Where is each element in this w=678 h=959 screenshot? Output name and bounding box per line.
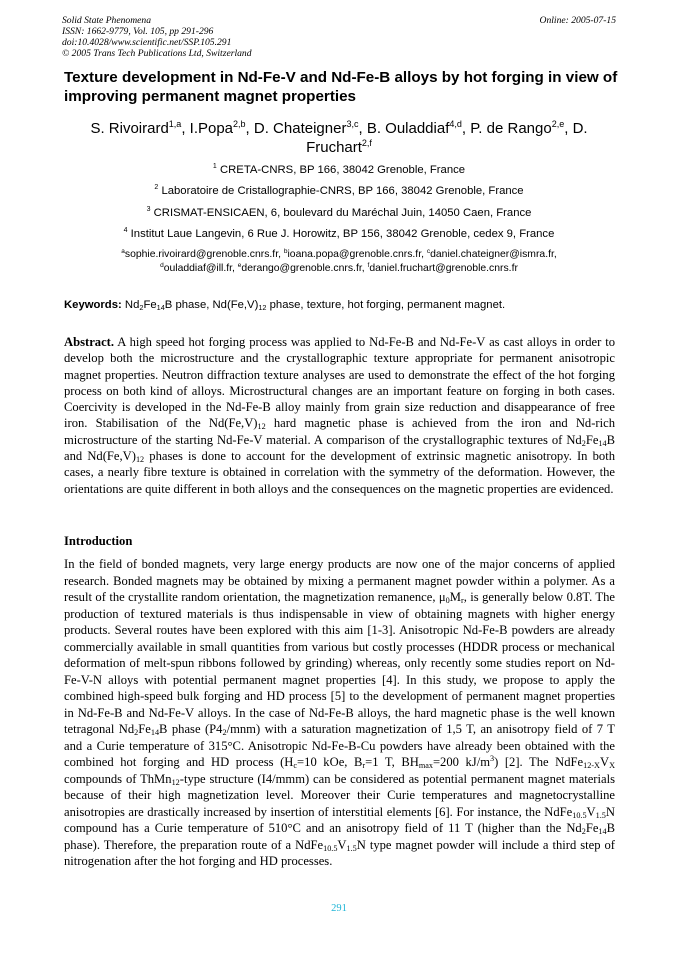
- email-link[interactable]: ouladdiaf@ill.fr: [163, 263, 233, 274]
- email-key: a: [121, 248, 125, 255]
- affiliation-text: CRETA-CNRS, BP 166, 38042 Grenoble, France: [219, 164, 466, 176]
- author-sup: 2,e: [551, 119, 565, 129]
- author-name: P. de Rango: [470, 120, 552, 137]
- affiliation-num: 1: [212, 163, 217, 170]
- keywords-text: $Nd_2Fe_{14}B$ phase, $Nd(Fe,V)_{12}$ phase, texture, hot forging, permanent magnet.: [124, 299, 506, 312]
- email-link[interactable]: daniel.chateigner@ismra.fr: [430, 249, 554, 260]
- author-sup: 3,c: [346, 119, 359, 129]
- email-key: f: [367, 262, 370, 269]
- journal-doi: doi:10.4028/www.scientific.net/SSP.105.291: [62, 37, 232, 48]
- email-key: c: [426, 248, 431, 255]
- email-link[interactable]: daniel.fruchart@grenoble.cnrs.fr: [369, 263, 518, 274]
- affiliation-num: 2: [154, 184, 159, 191]
- journal-issn: ISSN: 1662-9779, Vol. 105, pp 291-296: [62, 26, 214, 37]
- affiliation-text: Institut Laue Langevin, 6 Rue J. Horowitz, BP 156, 38042 Grenoble, cedex 9, France: [130, 228, 555, 240]
- page-number: 291: [331, 903, 347, 914]
- affiliation: [58, 184, 620, 198]
- affiliation-num: 4: [123, 227, 128, 234]
- author-name: D. Fruchart: [306, 120, 588, 156]
- email-key: d: [160, 262, 164, 269]
- author-name: I.Popa: [189, 120, 234, 137]
- author-name: S. Rivoirard: [90, 120, 169, 137]
- affiliation-text: CRISMAT-ENSICAEN, 6, boulevard du Maréchal Juin, 14050 Caen, France: [153, 207, 532, 219]
- journal-name: Solid State Phenomena: [62, 15, 151, 26]
- affiliation: [58, 206, 620, 220]
- abstract: [64, 334, 615, 497]
- section-heading: Introduction: [64, 534, 133, 548]
- keywords-label: Keywords:: [64, 299, 122, 311]
- email-key: b: [283, 248, 288, 255]
- online-date: Online: 2005-07-15: [539, 15, 616, 26]
- abstract-text: A high speed hot forging process was applied to Nd-Fe-B and Nd-Fe-V as cast alloys in order to develop both the microstructure and the crystallographic texture appropriate for permanent anisotropic magnet properties. Neutron diffraction texture analyses are used to demonstrate the effect of the hot forging process on both kind of alloys. Microstructural changes are an important feature on forging in both cases. Coercivity is developed in the Nd-Fe-B alloy mainly from grain size reduction and disappearance of free iron. Stabilisation of the $Nd(Fe,V)_{12}$ hard magnetic phase is achieved from the iron and Nd-rich microstructure of the starting Nd-Fe-V material. A comparison of the crystallographic textures of $Nd_2Fe_{14}B$ and $Nd(Fe,V)_{12}$ phases is done to account for the development of extrinsic magnetic anisotropy. In both cases, a nearly fibre texture is obtained in correlation with the symmetry of the deformation. However, the orientations are quite different in both alloys and the consequences on the magnetic properties are evidenced.: [64, 335, 616, 496]
- author-name: D. Chateigner: [253, 120, 347, 137]
- abstract-label: Abstract.: [64, 335, 115, 349]
- keywords: [64, 298, 620, 312]
- author-sup: 4,d: [449, 119, 462, 129]
- email-link[interactable]: derango@grenoble.cnrs.fr: [241, 263, 362, 274]
- introduction-text: In the field of bonded magnets, very large energy products are now one of the major concerns of applied research. Bonded magnets may be obtained by mixing a permanent magnet powder within a polymer. As a result of the crystallite random orientation, the magnetization remanence, $\mu_0M_r$, is generally below 0.8T. The production of textured materials is thus indispensable in view of obtaining magnets with higher energy products. Several routes have been explored with this aim [1-3]. Anisotropic Nd-Fe-B powders are already commercially available in small quantities from various but costly processes (HDDR process or mechanical deformation of melt-spun ribbons followed by grinding) whereas, only recently some studies report on Nd-Fe-V-N alloys with potential permanent magnet properties [4]. In this study, we propose to apply the combined high-speed bulk forging and HD process [5] to the development of permanent magnet properties in Nd-Fe-B and Nd-Fe-V alloys. In the case of Nd-Fe-B alloys, the hard magnetic phase is the well known tetragonal $Nd_2Fe_{14}B$ phase $(P4_2/mnm)$ with a saturation magnetization of 1,5 T, an anisotropy field of 7 T and a Curie temperature of 315°C. Anisotropic Nd-Fe-B-Cu powders have already been obtained with the combined hot forging and HD process ($H_c=10$ kOe, $B_r=1$ T, $BH_{max}=200$ $kJ/m^3$) [2]. The $NdFe_{12-X}V_X$ compounds of ThMn$_{12}$-type structure (I4/mmm) can be considered as potential permanent magnet materials because of their high magnetization level. Moreover their Curie temperatures and magnetocrystalline anisotropies are drastically increased by insertion of interstitial elements [6]. For instance, the $NdFe_{10.5}V_{1.5}N$ compound has a Curie temperature of 510°C and an anisotropy field of 11 T (higher than the $Nd_2Fe_{14}B$ phase). Therefore, the preparation route of a $NdFe_{10.5}V_{1.5}N$ type magnet powder will include a third step of nitrogenation after the hot forging and HD processes.: [64, 557, 616, 868]
- author-list: S. Rivoirard$^{1,a}$, I.Popa$^{2,b}$, D. Chateigner$^{3,c}$, B. Ouladdiaf$^{4,d}$, P. de Rango$^{2,e}$, D. Fruchart$^{2,f}$: [90, 119, 588, 156]
- author-sup: 2,f: [361, 137, 372, 148]
- affiliation: [58, 227, 620, 241]
- author-sup: 1,a: [168, 119, 182, 129]
- affiliation-num: 3: [146, 206, 151, 213]
- author-name: B. Ouladdiaf: [366, 120, 450, 137]
- email-list: $^a$sophie.rivoirard@grenoble.cnrs.fr, $^b$ioana.popa@grenoble.cnrs.fr, $^c$daniel.chateigner@ismra.fr, $^d$ouladdiaf@ill.fr, $^e$derango@grenoble.cnrs.fr, $^f$daniel.fruchart@grenoble.cnrs.fr: [121, 248, 557, 274]
- email-key: e: [237, 262, 242, 269]
- affiliation: [58, 163, 620, 177]
- email-link[interactable]: ioana.popa@grenoble.cnrs.fr: [287, 249, 422, 260]
- journal-header: [62, 15, 616, 59]
- author-sup: 2,b: [233, 119, 246, 129]
- journal-copyright: © 2005 Trans Tech Publications Ltd, Switzerland: [62, 48, 252, 59]
- email-link[interactable]: sophie.rivoirard@grenoble.cnrs.fr: [124, 249, 279, 260]
- affiliation-text: Laboratoire de Cristallographie-CNRS, BP 166, 38042 Grenoble, France: [161, 185, 524, 197]
- paper-title: Texture development in Nd-Fe-V and Nd-Fe-B alloys by hot forging in view of improving permanent magnet properties: [64, 69, 618, 105]
